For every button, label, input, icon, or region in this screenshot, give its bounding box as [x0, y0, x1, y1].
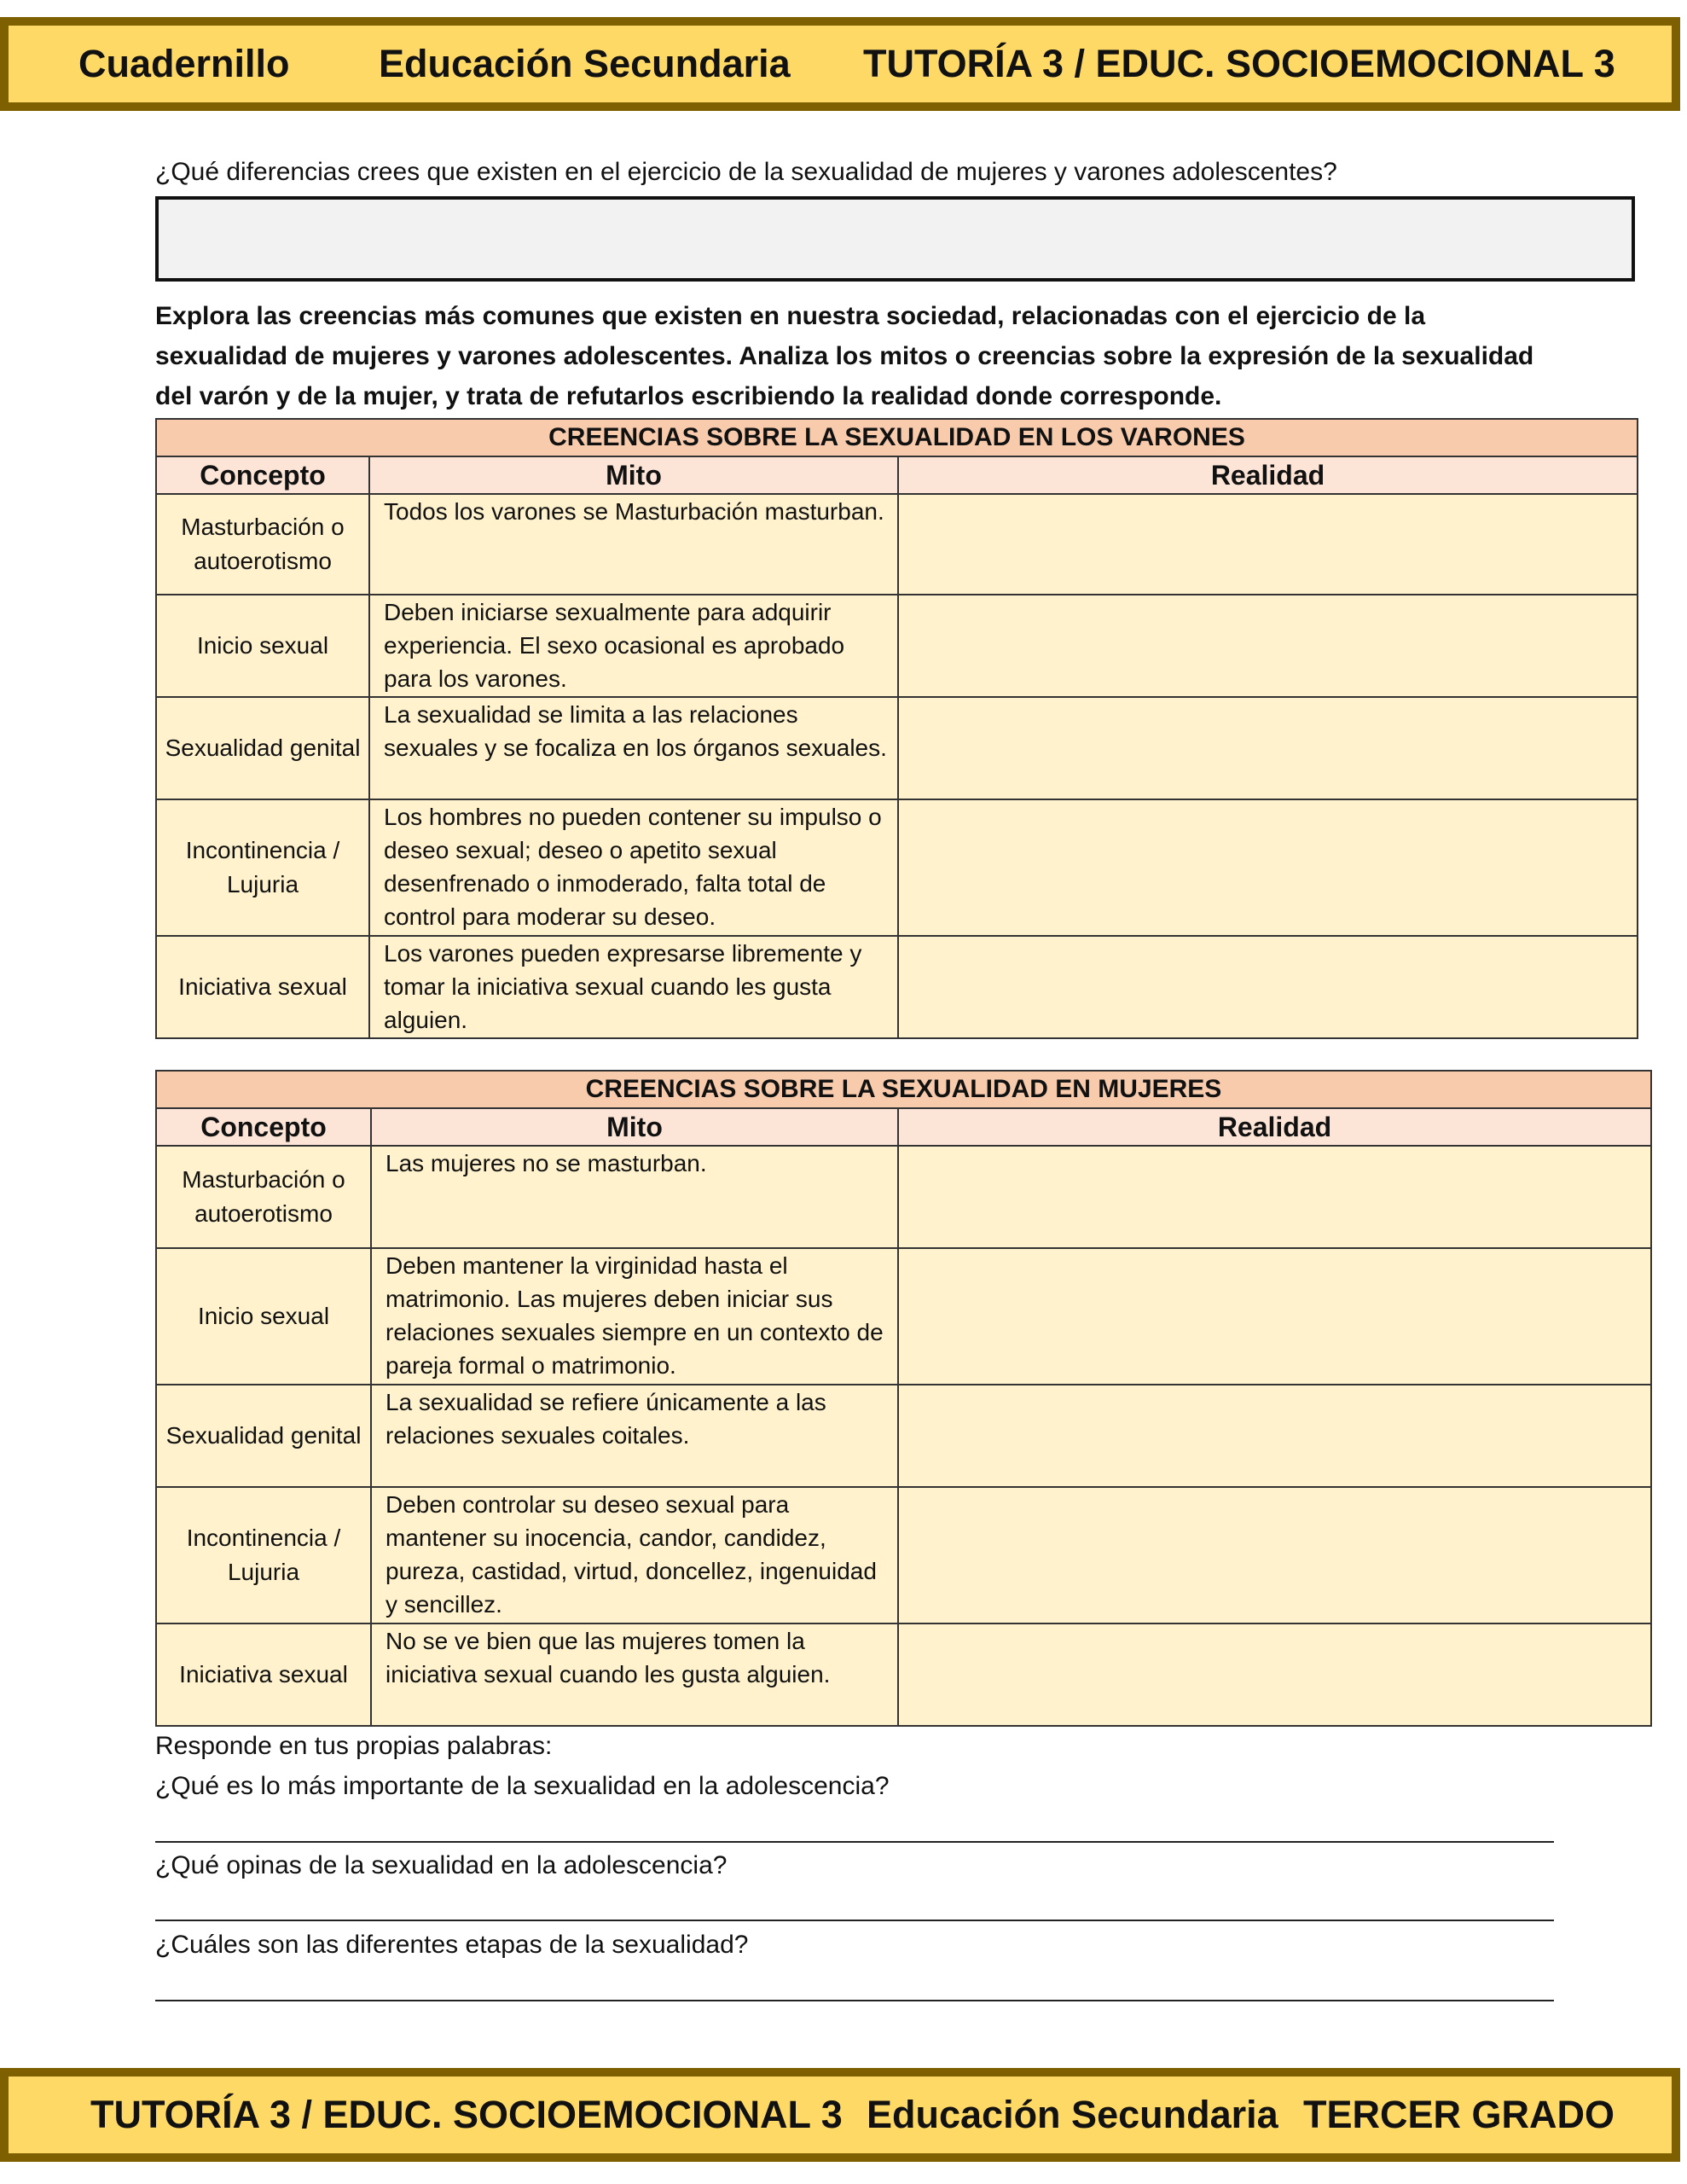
reality-cell[interactable] [898, 799, 1638, 936]
reality-cell[interactable] [898, 697, 1638, 799]
column-reality: Realidad [898, 456, 1638, 494]
column-concept: Concepto [156, 1108, 371, 1146]
header-level: Educación Secundaria [379, 42, 791, 85]
footer-band [0, 2068, 1680, 2162]
header-band [0, 17, 1680, 111]
table-row [156, 697, 1638, 799]
myth-cell: Deben mantener la virginidad hasta el matrimonio. Las mujeres deben iniciar sus relaciones sexuales siempre en un contexto de pareja formal o matrimonio. [371, 1248, 898, 1385]
reality-cell[interactable] [898, 1248, 1651, 1385]
myth-cell: Los hombres no pueden contener su impulso o deseo sexual; deseo o apetito sexual desenfrenado o inmoderado, falta total de control para moderar su deseo. [369, 799, 898, 936]
question-differences: ¿Qué diferencias crees que existen en el ejercicio de la sexualidad de mujeres y varones adolescentes? [155, 158, 1337, 186]
question-stages: ¿Cuáles son las diferentes etapas de la sexualidad? [155, 1931, 749, 1959]
table-row [156, 1248, 1651, 1385]
table-row [156, 936, 1638, 1038]
reality-cell[interactable] [898, 595, 1638, 697]
table-row [156, 1146, 1651, 1248]
footer-level: Educación Secundaria [867, 2093, 1278, 2136]
concept-cell: Masturbación o autoerotismo [156, 1146, 371, 1248]
table-men-title: CREENCIAS SOBRE LA SEXUALIDAD EN LOS VARONES [156, 419, 1638, 456]
table-row [156, 595, 1638, 697]
myth-cell: Los varones pueden expresarse libremente y tomar la iniciativa sexual cuando les gusta alguien. [369, 936, 898, 1038]
answer-line-3[interactable] [155, 2000, 1554, 2001]
table-row [156, 1487, 1651, 1623]
reality-cell[interactable] [898, 494, 1638, 595]
table-row [156, 1623, 1651, 1726]
concept-cell: Inicio sexual [156, 595, 369, 697]
footer-grade: TERCER GRADO [1303, 2093, 1615, 2136]
concept-cell: Incontinencia / Lujuria [156, 1487, 371, 1623]
header-cuadernillo: Cuadernillo [78, 42, 290, 85]
reality-cell[interactable] [898, 1146, 1651, 1248]
answer-line-2[interactable] [155, 1920, 1554, 1921]
concept-cell: Sexualidad genital [156, 1385, 371, 1487]
column-concept: Concepto [156, 456, 369, 494]
myth-cell: Las mujeres no se masturban. [371, 1146, 898, 1248]
concept-cell: Sexualidad genital [156, 697, 369, 799]
myth-cell: La sexualidad se refiere únicamente a las relaciones sexuales coitales. [371, 1385, 898, 1487]
myth-cell: Deben iniciarse sexualmente para adquirir experiencia. El sexo ocasional es aprobado para los varones. [369, 595, 898, 697]
table-women-title: CREENCIAS SOBRE LA SEXUALIDAD EN MUJERES [156, 1071, 1651, 1108]
column-myth: Mito [371, 1108, 898, 1146]
table-women [155, 1070, 1652, 1727]
concept-cell: Incontinencia / Lujuria [156, 799, 369, 936]
reality-cell[interactable] [898, 1623, 1651, 1726]
myth-cell: No se ve bien que las mujeres tomen la iniciativa sexual cuando les gusta alguien. [371, 1623, 898, 1726]
myth-cell: Todos los varones se Masturbación masturban. [369, 494, 898, 595]
answer-box-differences[interactable] [155, 196, 1635, 282]
table-men [155, 418, 1638, 1039]
myth-cell: La sexualidad se limita a las relaciones sexuales y se focaliza en los órganos sexuales. [369, 697, 898, 799]
myth-cell: Deben controlar su deseo sexual para mantener su inocencia, candor, candidez, pureza, castidad, virtud, doncellez, ingenuidad y sencillez. [371, 1487, 898, 1623]
footer-subject: TUTORÍA 3 / EDUC. SOCIOEMOCIONAL 3 [90, 2093, 843, 2136]
reality-cell[interactable] [898, 1385, 1651, 1487]
question-most-important: ¿Qué es lo más importante de la sexualidad en la adolescencia? [155, 1772, 890, 1800]
column-reality: Realidad [898, 1108, 1651, 1146]
column-myth: Mito [369, 456, 898, 494]
reality-cell[interactable] [898, 1487, 1651, 1623]
header-subject: TUTORÍA 3 / EDUC. SOCIOEMOCIONAL 3 [863, 42, 1615, 85]
table-row [156, 494, 1638, 595]
concept-cell: Inicio sexual [156, 1248, 371, 1385]
concept-cell: Masturbación o autoerotismo [156, 494, 369, 595]
concept-cell: Iniciativa sexual [156, 1623, 371, 1726]
question-opinion: ¿Qué opinas de la sexualidad en la adolescencia? [155, 1851, 728, 1879]
instructions: Explora las creencias más comunes que existen en nuestra sociedad, relacionadas con el ejercicio de la sexualidad de mujeres y varones adolescentes. Analiza los mitos o creencias sobre la expresión de la sexualidad del varón y de la mujer, y trata de refutarlos escribiendo la realidad donde corresponde. [155, 302, 1534, 410]
table-row [156, 799, 1638, 936]
reality-cell[interactable] [898, 936, 1638, 1038]
concept-cell: Iniciativa sexual [156, 936, 369, 1038]
respond-intro: Responde en tus propias palabras: [155, 1732, 553, 1760]
answer-line-1[interactable] [155, 1841, 1554, 1843]
table-row [156, 1385, 1651, 1487]
